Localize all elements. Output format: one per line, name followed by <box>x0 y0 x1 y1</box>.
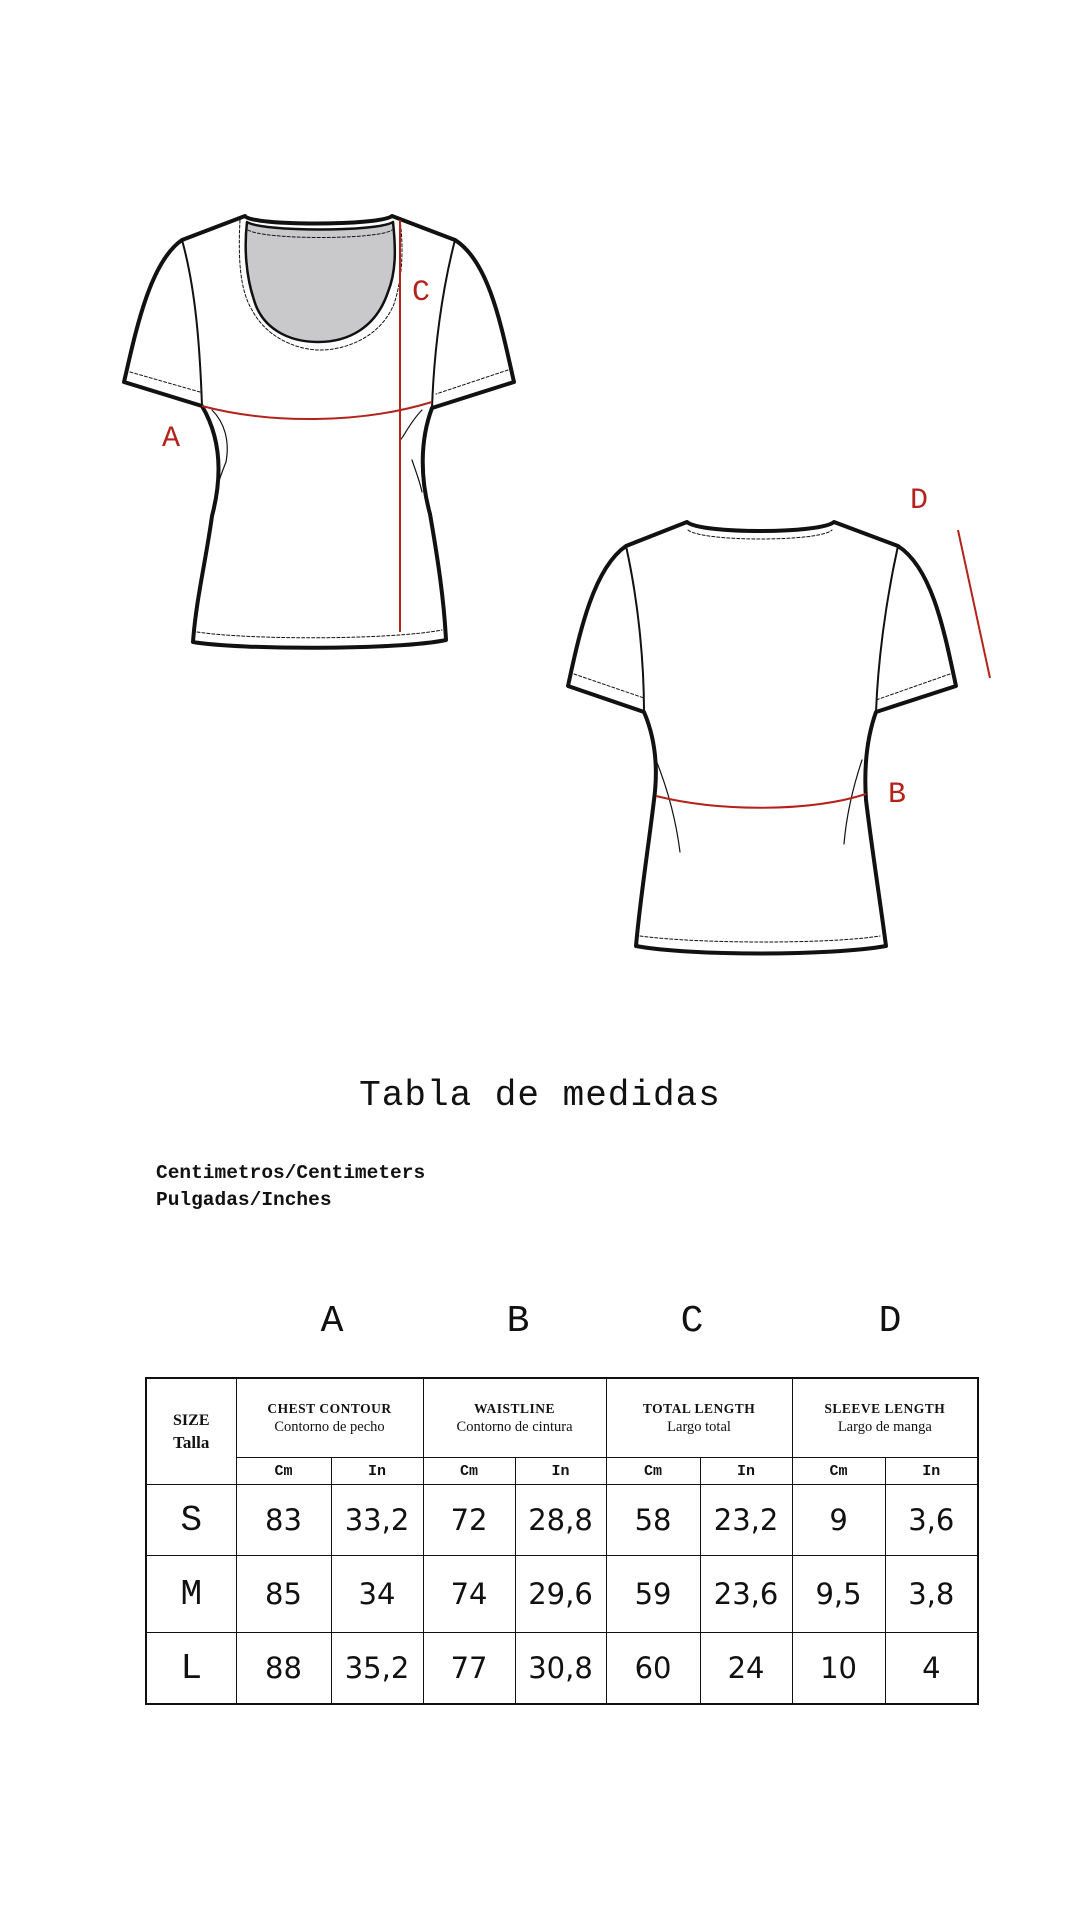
header-es: Largo total <box>667 1418 731 1435</box>
value-cell: 24 <box>700 1633 792 1705</box>
size-chart-table <box>145 1377 979 1705</box>
value-cell: 4 <box>885 1633 978 1705</box>
unit-in: In <box>885 1458 978 1485</box>
value-cell: 30,8 <box>515 1633 606 1705</box>
value-cell: 3,8 <box>885 1556 978 1633</box>
unit-cm: Cm <box>606 1458 700 1485</box>
measure-line-d <box>958 530 990 678</box>
table-header-row <box>146 1378 978 1458</box>
value-cell: 10 <box>792 1633 885 1705</box>
column-letter-d: D <box>878 1300 902 1343</box>
header-waistline <box>423 1378 606 1458</box>
value-cell: 58 <box>606 1485 700 1556</box>
value-cell: 74 <box>423 1556 515 1633</box>
header-en: SLEEVE LENGTH <box>824 1400 946 1416</box>
units-legend <box>156 1160 425 1214</box>
unit-cm: Cm <box>236 1458 331 1485</box>
header-es: Contorno de cintura <box>456 1418 573 1435</box>
value-cell: 23,6 <box>700 1556 792 1633</box>
header-total-length <box>606 1378 792 1458</box>
header-chest-contour <box>236 1378 423 1458</box>
page-title: Tabla de medidas <box>359 1075 721 1116</box>
value-cell: 77 <box>423 1633 515 1705</box>
header-es: Contorno de pecho <box>274 1418 385 1435</box>
value-cell: 83 <box>236 1485 331 1556</box>
value-cell: 85 <box>236 1556 331 1633</box>
units-cm: Centimetros/Centimeters <box>156 1162 426 1184</box>
value-cell: 33,2 <box>331 1485 423 1556</box>
size-cell: M <box>146 1556 236 1633</box>
unit-cm: Cm <box>792 1458 885 1485</box>
back-view <box>568 522 956 954</box>
value-cell: 59 <box>606 1556 700 1633</box>
unit-in: In <box>700 1458 792 1485</box>
size-header-en: SIZE <box>173 1411 210 1429</box>
unit-cm: Cm <box>423 1458 515 1485</box>
header-sleeve-length <box>792 1378 978 1458</box>
column-letter-c: C <box>680 1300 704 1343</box>
value-cell: 28,8 <box>515 1485 606 1556</box>
unit-in: In <box>331 1458 423 1485</box>
back-body-outline <box>568 522 956 954</box>
size-cell: L <box>146 1633 236 1705</box>
measure-label-b: B <box>888 778 907 812</box>
measure-label-a: A <box>162 422 181 456</box>
value-cell: 60 <box>606 1633 700 1705</box>
column-letter-b: B <box>506 1300 530 1343</box>
table-row <box>146 1485 978 1556</box>
size-cell: S <box>146 1485 236 1556</box>
value-cell: 9,5 <box>792 1556 885 1633</box>
value-cell: 29,6 <box>515 1556 606 1633</box>
measure-label-d: D <box>910 484 929 518</box>
table-row <box>146 1633 978 1705</box>
value-cell: 9 <box>792 1485 885 1556</box>
unit-in: In <box>515 1458 606 1485</box>
value-cell: 88 <box>236 1633 331 1705</box>
measure-label-c: C <box>412 276 431 310</box>
unit-row <box>146 1458 978 1485</box>
column-letters <box>0 1300 1080 1350</box>
size-header-es: Talla <box>173 1432 210 1452</box>
header-en: CHEST CONTOUR <box>267 1400 392 1416</box>
value-cell: 35,2 <box>331 1633 423 1705</box>
header-en: TOTAL LENGTH <box>642 1400 756 1416</box>
units-in: Pulgadas/Inches <box>156 1189 332 1211</box>
header-en: WAISTLINE <box>474 1400 556 1416</box>
front-view <box>124 216 514 648</box>
header-es: Largo de manga <box>837 1418 932 1435</box>
column-letter-a: A <box>320 1300 344 1343</box>
value-cell: 34 <box>331 1556 423 1633</box>
table-row <box>146 1556 978 1633</box>
value-cell: 72 <box>423 1485 515 1556</box>
value-cell: 23,2 <box>700 1485 792 1556</box>
value-cell: 3,6 <box>885 1485 978 1556</box>
size-header-cell <box>146 1378 236 1485</box>
